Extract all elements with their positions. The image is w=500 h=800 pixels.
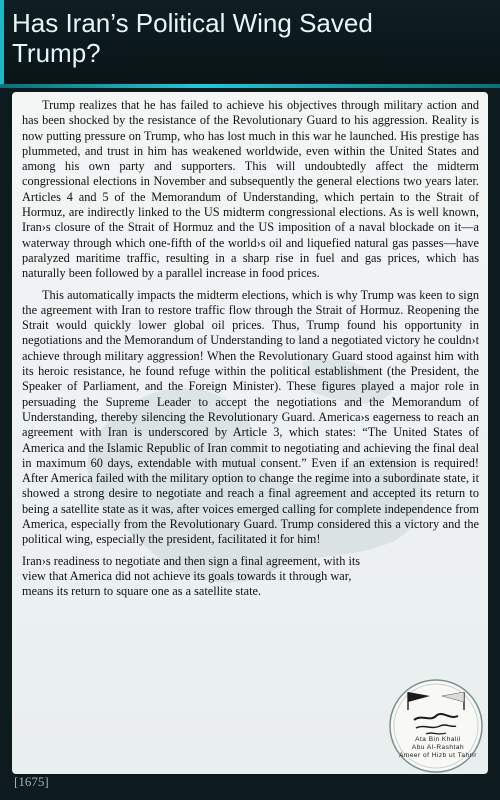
seal-name-line2: Abu Al-Rashtah bbox=[411, 744, 465, 751]
article-paragraph-2: This automatically impacts the midterm elections, which is why Trump was keen to sign the agreement with Iran to restore traffic flow through the Strait of Hormuz. Reopening the Strait would quickly lower global oil prices. Thus, Trump found his opportunity in negotiations and the Memorandum of Understanding to land a negotiated victory he couldn›t achieve through military aggression! When the Revolutionary Guard stood against him with its heroic resistance, he found refuge within the political establishment (the President, the Speaker of Parliament, and the Foreign Minister). These figures played a major role in persuading the Supreme Leader to accept the negotiations and the Memorandum of Understanding, thereby silencing the Revolutionary Guard. America›s eagerness to reach an agreement with Iran is underscored by Article 3, which states: “The United States of America and the Islamic Republic of Iran commit to negotiating and achieving the final deal in maximum 60 days, extendable with mutual consent.” Even if an extension is required! After America failed with the military option to change the regime into a subordinate state, it showed a strong desire to negotiate and reach a final agreement and accepted its return to being a satellite state as it was, after voices emerged calling for complete independence from America, especially from the Revolutionary Guard. Trump considered this a victory and the political wing, especially the president, facilitated it for him! bbox=[22, 287, 479, 547]
seal-name-line1: Ata Bin Khalil bbox=[415, 736, 461, 743]
seal-caption bbox=[392, 736, 484, 760]
header-bar bbox=[0, 0, 500, 84]
author-seal-logo bbox=[386, 676, 486, 776]
page-number: [1675] bbox=[14, 774, 49, 789]
header-divider bbox=[0, 84, 500, 88]
seal-title-line: Ameer of Hizb ut Tahrir bbox=[399, 752, 477, 759]
header-accent-stripe bbox=[0, 0, 4, 84]
article-body bbox=[22, 98, 479, 606]
article-paragraph-3: Iran›s readiness to negotiate and then sign a final agreement, with its view that America did not achieve its goals towards it through war, means its return to square one as a satellite state. bbox=[22, 553, 361, 599]
page-title: Has Iran’s Political Wing Saved Trump? bbox=[12, 8, 373, 68]
article-paragraph-1: Trump realizes that he has failed to achieve his objectives through military action and has been shocked by the resistance of the Revolutionary Guard to his aggression. Reality is now putting pressure on Trump, who has lost much in this war he launched. His prestige has plummeted, and trust in him has weakened worldwide, even within the United States and among his own party and supporters. This will undoubtedly affect the midterm congressional elections in November and subsequently the general elections two years later. Articles 4 and 5 of the Memorandum of Understanding, which pertain to the Strait of Hormuz, are indirectly linked to the US midterm congressional elections. As is well known, Iran›s closure of the Strait of Hormuz and the US imposition of a naval blockade on it—a waterway through which one-fifth of the world›s oil and liquefied natural gas passes—have paralyzed maritime traffic, resulting in a sharp rise in fuel and gas prices, which has naturally been followed by a parallel increase in food prices. bbox=[22, 98, 479, 281]
